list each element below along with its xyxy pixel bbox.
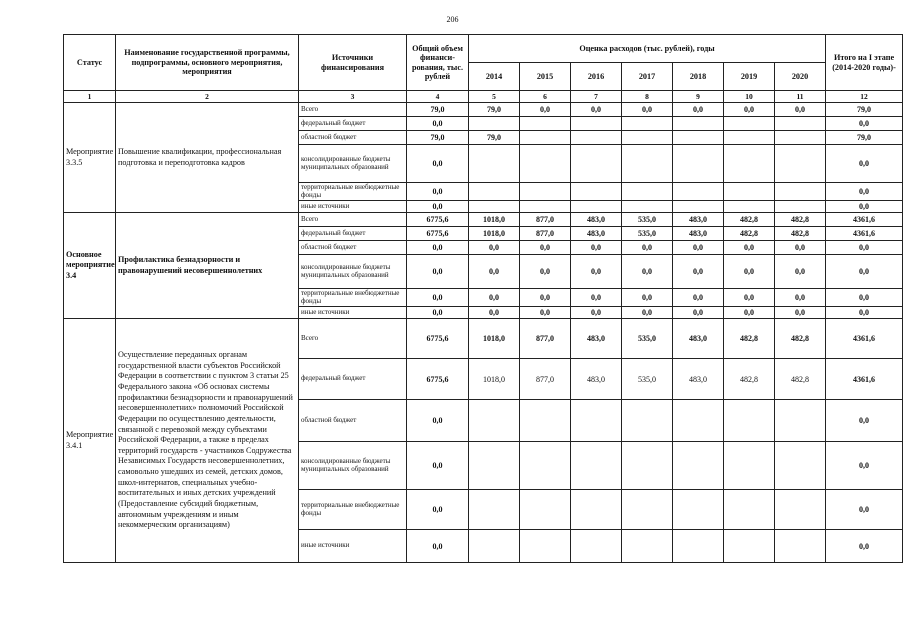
year-value-cell: 483,0 <box>571 227 622 241</box>
year-value-cell <box>571 490 622 530</box>
status-cell: Основное мероприятие 3.4 <box>64 213 116 319</box>
year-value-cell <box>673 400 724 442</box>
funding-source-cell: Всего <box>299 213 407 227</box>
year-value-cell <box>520 442 571 490</box>
stage-total-cell: 4361,6 <box>826 227 903 241</box>
header-year: 2017 <box>622 63 673 91</box>
funding-source-cell: территориальные внебюджетные фонды <box>299 289 407 307</box>
year-value-cell <box>673 490 724 530</box>
program-name-cell: Повышение квалификации, профессиональная подготовка и переподготовка кадров <box>116 103 299 213</box>
total-cell: 0,0 <box>407 530 469 563</box>
header-year: 2020 <box>775 63 826 91</box>
year-value-cell: 0,0 <box>520 289 571 307</box>
year-value-cell <box>724 201 775 213</box>
year-value-cell <box>724 530 775 563</box>
funding-source-cell: территориальные внебюджетные фонды <box>299 183 407 201</box>
year-value-cell: 483,0 <box>571 213 622 227</box>
year-value-cell <box>520 145 571 183</box>
year-value-cell: 0,0 <box>520 241 571 255</box>
header-total: Общий объем финанси-рования, тыс. рублей <box>407 35 469 91</box>
year-value-cell <box>724 442 775 490</box>
total-cell: 0,0 <box>407 117 469 131</box>
year-value-cell: 0,0 <box>469 307 520 319</box>
year-value-cell <box>622 117 673 131</box>
year-value-cell: 0,0 <box>571 289 622 307</box>
year-value-cell: 482,8 <box>775 227 826 241</box>
program-name-cell: Профилактика безнадзорности и правонарушений несовершеннолетних <box>116 213 299 319</box>
year-value-cell: 482,8 <box>724 319 775 359</box>
year-value-cell: 483,0 <box>571 319 622 359</box>
year-value-cell: 535,0 <box>622 319 673 359</box>
funding-source-cell: федеральный бюджет <box>299 227 407 241</box>
year-value-cell <box>775 145 826 183</box>
total-cell: 0,0 <box>407 183 469 201</box>
year-value-cell: 0,0 <box>520 255 571 289</box>
year-value-cell <box>622 442 673 490</box>
year-value-cell <box>571 183 622 201</box>
year-value-cell: 0,0 <box>775 255 826 289</box>
year-value-cell: 0,0 <box>622 103 673 117</box>
stage-total-cell: 79,0 <box>826 103 903 117</box>
year-value-cell: 0,0 <box>775 307 826 319</box>
stage-total-cell: 0,0 <box>826 255 903 289</box>
status-cell: Мероприятие 3.4.1 <box>64 319 116 563</box>
column-index-cell: 8 <box>622 91 673 103</box>
year-value-cell <box>673 442 724 490</box>
total-cell: 0,0 <box>407 145 469 183</box>
year-value-cell <box>622 145 673 183</box>
year-value-cell: 535,0 <box>622 227 673 241</box>
total-cell: 0,0 <box>407 201 469 213</box>
header-year: 2015 <box>520 63 571 91</box>
year-value-cell <box>469 530 520 563</box>
total-cell: 6775,6 <box>407 213 469 227</box>
header-year: 2016 <box>571 63 622 91</box>
year-value-cell: 0,0 <box>724 289 775 307</box>
year-value-cell <box>673 530 724 563</box>
year-value-cell: 0,0 <box>673 103 724 117</box>
column-index-cell: 10 <box>724 91 775 103</box>
total-cell: 79,0 <box>407 103 469 117</box>
total-cell: 0,0 <box>407 307 469 319</box>
year-value-cell <box>520 131 571 145</box>
year-value-cell: 0,0 <box>571 255 622 289</box>
stage-total-cell: 4361,6 <box>826 213 903 227</box>
year-value-cell: 482,8 <box>775 319 826 359</box>
year-value-cell: 0,0 <box>724 307 775 319</box>
year-value-cell: 0,0 <box>469 255 520 289</box>
year-value-cell: 877,0 <box>520 227 571 241</box>
year-value-cell: 482,8 <box>775 213 826 227</box>
stage-total-cell: 0,0 <box>826 145 903 183</box>
year-value-cell: 1018,0 <box>469 319 520 359</box>
year-value-cell: 877,0 <box>520 213 571 227</box>
total-cell: 79,0 <box>407 131 469 145</box>
year-value-cell: 0,0 <box>520 103 571 117</box>
year-value-cell <box>520 183 571 201</box>
total-cell: 0,0 <box>407 289 469 307</box>
year-value-cell <box>622 201 673 213</box>
year-value-cell: 0,0 <box>571 103 622 117</box>
year-value-cell <box>520 400 571 442</box>
header-year: 2018 <box>673 63 724 91</box>
year-value-cell <box>622 183 673 201</box>
budget-table <box>63 34 903 563</box>
column-index-cell: 6 <box>520 91 571 103</box>
funding-source-cell: иные источники <box>299 307 407 319</box>
stage-total-cell: 0,0 <box>826 201 903 213</box>
year-value-cell <box>520 530 571 563</box>
year-value-cell <box>520 117 571 131</box>
table-row <box>64 319 903 359</box>
year-value-cell: 79,0 <box>469 103 520 117</box>
year-value-cell: 0,0 <box>622 289 673 307</box>
year-value-cell: 0,0 <box>673 307 724 319</box>
year-value-cell <box>571 442 622 490</box>
header-status: Статус <box>64 35 116 91</box>
year-value-cell: 877,0 <box>520 319 571 359</box>
column-index-cell: 5 <box>469 91 520 103</box>
total-cell: 0,0 <box>407 255 469 289</box>
status-cell: Мероприятие 3.3.5 <box>64 103 116 213</box>
year-value-cell: 0,0 <box>775 289 826 307</box>
header-year: 2019 <box>724 63 775 91</box>
stage-total-cell: 0,0 <box>826 307 903 319</box>
year-value-cell: 482,8 <box>724 227 775 241</box>
year-value-cell: 0,0 <box>469 289 520 307</box>
year-value-cell <box>673 145 724 183</box>
year-value-cell: 0,0 <box>775 103 826 117</box>
year-value-cell <box>571 145 622 183</box>
year-value-cell <box>724 117 775 131</box>
year-value-cell: 1018,0 <box>469 227 520 241</box>
header-name: Наименование государственной программы, подпрограммы, основного мероприятия, мероприятия <box>116 35 299 91</box>
year-value-cell <box>622 530 673 563</box>
year-value-cell: 877,0 <box>520 359 571 400</box>
stage-total-cell: 0,0 <box>826 442 903 490</box>
year-value-cell <box>571 131 622 145</box>
funding-source-cell: иные источники <box>299 201 407 213</box>
funding-source-cell: иные источники <box>299 530 407 563</box>
column-index-cell: 12 <box>826 91 903 103</box>
year-value-cell <box>724 131 775 145</box>
year-value-cell <box>775 490 826 530</box>
stage-total-cell: 0,0 <box>826 289 903 307</box>
year-value-cell <box>469 201 520 213</box>
year-value-cell <box>469 442 520 490</box>
header-stage-total: Итого на I этапе (2014-2020 годы)- <box>826 35 903 91</box>
total-cell: 6775,6 <box>407 359 469 400</box>
year-value-cell: 0,0 <box>724 241 775 255</box>
stage-total-cell: 0,0 <box>826 490 903 530</box>
funding-source-cell: областной бюджет <box>299 400 407 442</box>
year-value-cell: 535,0 <box>622 359 673 400</box>
year-value-cell: 482,8 <box>724 213 775 227</box>
total-cell: 0,0 <box>407 490 469 530</box>
year-value-cell <box>520 201 571 213</box>
year-value-cell <box>469 117 520 131</box>
year-value-cell: 0,0 <box>724 103 775 117</box>
total-cell: 0,0 <box>407 442 469 490</box>
year-value-cell: 0,0 <box>622 241 673 255</box>
year-value-cell <box>673 201 724 213</box>
stage-total-cell: 0,0 <box>826 530 903 563</box>
table-row <box>64 213 903 227</box>
year-value-cell <box>724 183 775 201</box>
stage-total-cell: 0,0 <box>826 400 903 442</box>
year-value-cell: 1018,0 <box>469 213 520 227</box>
column-index-cell: 7 <box>571 91 622 103</box>
year-value-cell <box>775 400 826 442</box>
year-value-cell: 0,0 <box>673 255 724 289</box>
year-value-cell <box>571 400 622 442</box>
stage-total-cell: 0,0 <box>826 241 903 255</box>
year-value-cell: 0,0 <box>469 241 520 255</box>
year-value-cell <box>724 145 775 183</box>
funding-source-cell: федеральный бюджет <box>299 117 407 131</box>
year-value-cell: 482,8 <box>724 359 775 400</box>
year-value-cell: 483,0 <box>673 359 724 400</box>
total-cell: 0,0 <box>407 400 469 442</box>
year-value-cell: 0,0 <box>673 241 724 255</box>
year-value-cell <box>622 490 673 530</box>
year-value-cell <box>469 400 520 442</box>
year-value-cell <box>775 131 826 145</box>
column-index-cell: 4 <box>407 91 469 103</box>
column-index-cell: 3 <box>299 91 407 103</box>
year-value-cell: 0,0 <box>622 307 673 319</box>
year-value-cell <box>469 145 520 183</box>
year-value-cell <box>673 117 724 131</box>
header-year: 2014 <box>469 63 520 91</box>
total-cell: 0,0 <box>407 241 469 255</box>
year-value-cell <box>724 490 775 530</box>
column-index-row <box>64 91 903 103</box>
total-cell: 6775,6 <box>407 227 469 241</box>
funding-source-cell: Всего <box>299 103 407 117</box>
funding-source-cell: консолидированные бюджеты муниципальных образований <box>299 442 407 490</box>
year-value-cell <box>724 400 775 442</box>
column-index-cell: 11 <box>775 91 826 103</box>
funding-source-cell: областной бюджет <box>299 241 407 255</box>
header-sources: Источники финансирования <box>299 35 407 91</box>
year-value-cell <box>775 530 826 563</box>
program-name-cell: Осуществление переданных органам государственной власти субъектов Российской Федерации в соответствии с пунктом 3 статьи 25 Федерального закона «Об основах системы профилактики безнадзорности и правонарушений несовершеннолетних» полномочий Российской Федерации по осуществлению деятельности, связанной с перевозкой между субъектами Российской Федерации, а также в пределах территорий государств - участников Содружества Независимых Государств несовершеннолетних, самовольно ушедших из семей, детских домов, школ-интернатов, специальных учебно-воспитательных и иных детских учреждений (Предоставление субсидий бюджетным, автономным учреждениям и иным некоммерческим организациям) <box>116 319 299 563</box>
stage-total-cell: 4361,6 <box>826 319 903 359</box>
year-value-cell <box>775 442 826 490</box>
year-value-cell: 483,0 <box>673 213 724 227</box>
funding-source-cell: консолидированные бюджеты муниципальных образований <box>299 145 407 183</box>
year-value-cell <box>571 117 622 131</box>
stage-total-cell: 79,0 <box>826 131 903 145</box>
funding-source-cell: территориальные внебюджетные фонды <box>299 490 407 530</box>
header-estimate: Оценка расходов (тыс. рублей), годы <box>469 35 826 63</box>
year-value-cell: 1018,0 <box>469 359 520 400</box>
year-value-cell: 0,0 <box>520 307 571 319</box>
year-value-cell: 482,8 <box>775 359 826 400</box>
stage-total-cell: 4361,6 <box>826 359 903 400</box>
year-value-cell <box>622 131 673 145</box>
column-index-cell: 1 <box>64 91 116 103</box>
total-cell: 6775,6 <box>407 319 469 359</box>
stage-total-cell: 0,0 <box>826 117 903 131</box>
year-value-cell: 79,0 <box>469 131 520 145</box>
year-value-cell: 0,0 <box>673 289 724 307</box>
year-value-cell: 0,0 <box>724 255 775 289</box>
year-value-cell: 483,0 <box>571 359 622 400</box>
year-value-cell: 0,0 <box>622 255 673 289</box>
table-row <box>64 103 903 117</box>
funding-source-cell: консолидированные бюджеты муниципальных образований <box>299 255 407 289</box>
year-value-cell: 0,0 <box>571 241 622 255</box>
year-value-cell <box>775 117 826 131</box>
column-index-cell: 2 <box>116 91 299 103</box>
year-value-cell <box>622 400 673 442</box>
funding-source-cell: федеральный бюджет <box>299 359 407 400</box>
year-value-cell: 535,0 <box>622 213 673 227</box>
year-value-cell: 483,0 <box>673 227 724 241</box>
stage-total-cell: 0,0 <box>826 183 903 201</box>
year-value-cell: 0,0 <box>775 241 826 255</box>
year-value-cell <box>520 490 571 530</box>
year-value-cell <box>775 201 826 213</box>
column-index-cell: 9 <box>673 91 724 103</box>
funding-source-cell: Всего <box>299 319 407 359</box>
year-value-cell: 0,0 <box>571 307 622 319</box>
page-number: 206 <box>446 15 459 24</box>
year-value-cell <box>571 201 622 213</box>
year-value-cell <box>571 530 622 563</box>
year-value-cell <box>673 183 724 201</box>
year-value-cell <box>775 183 826 201</box>
funding-source-cell: областной бюджет <box>299 131 407 145</box>
year-value-cell: 483,0 <box>673 319 724 359</box>
year-value-cell <box>469 183 520 201</box>
year-value-cell <box>673 131 724 145</box>
year-value-cell <box>469 490 520 530</box>
